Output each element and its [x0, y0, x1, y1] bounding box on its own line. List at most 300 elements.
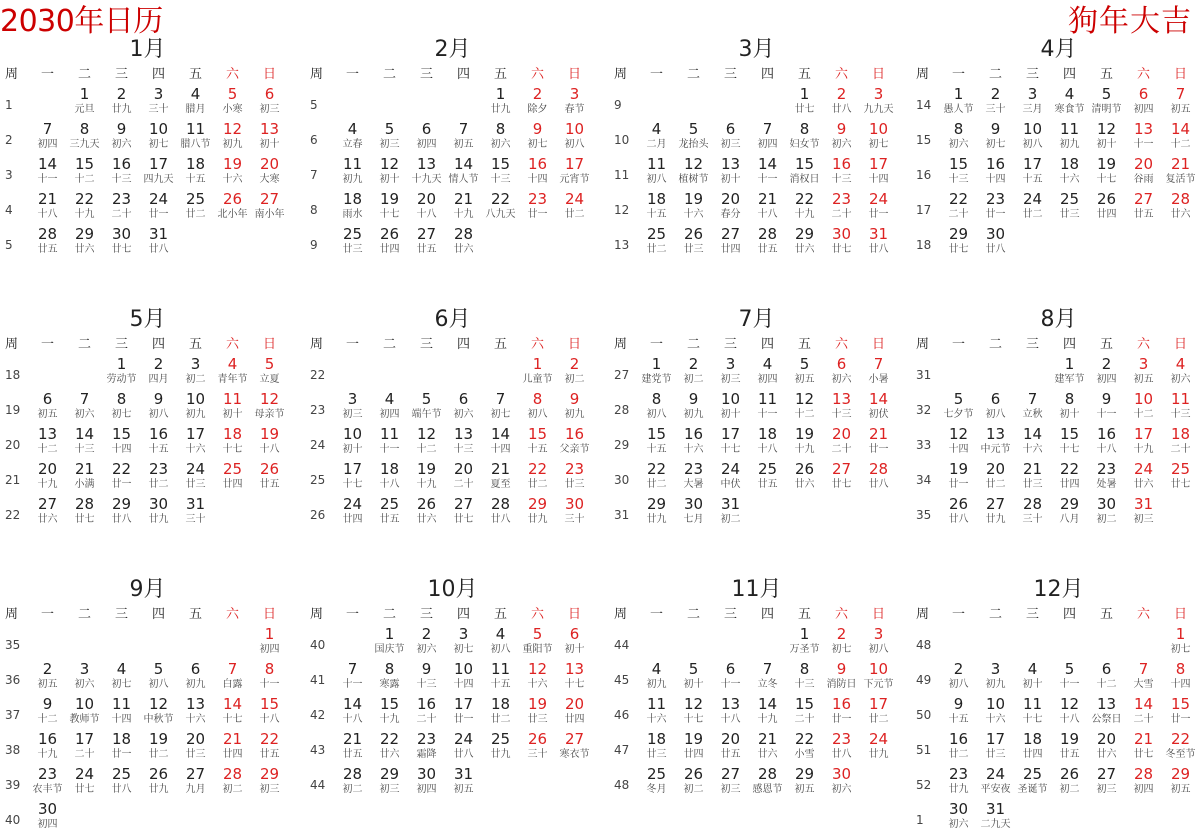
lunar-label: 三月 [1022, 104, 1043, 115]
day-cell [140, 391, 177, 426]
day-number: 16 [831, 695, 852, 713]
day-number: 21 [1022, 460, 1043, 478]
day-number: 2 [153, 355, 164, 373]
week-number-cell [310, 86, 334, 121]
lunar-label: 十六 [646, 714, 667, 725]
week-number: 50 [916, 708, 932, 722]
month-title: 3月 [738, 37, 775, 62]
week-number-cell [916, 391, 940, 426]
lunar-label: 十九天 [411, 174, 442, 185]
week-number: 40 [5, 813, 21, 827]
lunar-label: 小满 [74, 479, 95, 490]
day-cell [1088, 86, 1125, 121]
lunar-label: 十四 [111, 714, 132, 725]
day-cell [334, 661, 371, 696]
day-cell [860, 391, 897, 426]
day-cell [408, 496, 445, 531]
weekday-header: 五 [1099, 607, 1113, 622]
lunar-label: 廿二 [646, 244, 667, 255]
week-number-cell [916, 191, 940, 226]
lunar-label: 十六 [1059, 174, 1080, 185]
weekday-header: 四 [456, 337, 470, 352]
day-number: 23 [416, 730, 437, 748]
day-number: 21 [490, 460, 511, 478]
day-cell [940, 696, 977, 731]
day-number: 2 [953, 660, 964, 678]
lunar-label: 廿三 [185, 749, 206, 760]
week-number-cell [916, 356, 940, 391]
day-number: 19 [416, 460, 437, 478]
day-number: 30 [985, 225, 1006, 243]
day-cell [103, 766, 140, 801]
day-cell [519, 496, 556, 531]
day-cell [1162, 156, 1199, 191]
lunar-label: 初八 [527, 409, 548, 420]
lunar-label: 十七 [1059, 444, 1080, 455]
weekday-header: 二 [382, 337, 396, 352]
day-cell [638, 191, 675, 226]
day-cell [371, 696, 408, 731]
lunar-label: 十三 [490, 174, 511, 185]
lunar-label: 雨水 [342, 209, 363, 220]
day-number: 14 [1170, 120, 1191, 138]
day-number: 7 [458, 120, 469, 138]
lunar-label: 廿二 [148, 479, 169, 490]
lunar-label: 十九 [74, 209, 95, 220]
lunar-label: 植树节 [678, 174, 709, 185]
day-cell [29, 226, 66, 261]
day-number: 22 [1059, 460, 1080, 478]
lunar-label: 廿四 [683, 749, 704, 760]
day-number: 21 [74, 460, 95, 478]
week-row [5, 156, 288, 191]
month-table [614, 63, 897, 261]
lunar-label: 春分 [720, 209, 741, 220]
day-number: 30 [37, 800, 58, 818]
week-number-cell [916, 426, 940, 461]
day-number: 4 [227, 355, 238, 373]
day-cell [823, 661, 860, 696]
weekday-header: 二 [382, 67, 396, 82]
week-number-cell [916, 766, 940, 801]
day-number: 5 [227, 85, 238, 103]
day-cell [786, 191, 823, 226]
lunar-label: 三十 [985, 104, 1006, 115]
day-number: 17 [720, 425, 741, 443]
day-number: 22 [948, 190, 969, 208]
lunar-label: 廿九 [148, 784, 169, 795]
empty-day-cell [638, 626, 675, 661]
weekday-header: 三 [114, 607, 128, 622]
week-row [916, 156, 1199, 191]
day-number: 25 [1022, 765, 1043, 783]
day-number: 10 [453, 660, 474, 678]
day-cell [371, 426, 408, 461]
day-number: 12 [527, 660, 548, 678]
lunar-label: 十七 [720, 444, 741, 455]
day-cell [786, 626, 823, 661]
month-table [310, 603, 593, 801]
day-number: 20 [1133, 155, 1154, 173]
lunar-label: 元宵节 [559, 174, 590, 185]
lunar-label: 建党节 [641, 374, 672, 385]
day-cell [1051, 426, 1088, 461]
day-cell [408, 766, 445, 801]
day-cell [786, 731, 823, 766]
day-cell [29, 121, 66, 156]
day-cell [1051, 696, 1088, 731]
weekday-header: 四 [151, 607, 165, 622]
lunar-label: 感恩节 [752, 784, 783, 795]
day-number: 31 [185, 495, 206, 513]
day-number: 9 [153, 390, 164, 408]
day-number: 24 [720, 460, 741, 478]
weekday-header: 六 [225, 607, 239, 622]
week-number: 18 [5, 368, 21, 382]
day-cell [823, 626, 860, 661]
week-number: 36 [5, 673, 21, 687]
week-number-cell [5, 461, 29, 496]
week-number-cell [614, 661, 638, 696]
day-cell [482, 696, 519, 731]
weekday-header: 六 [530, 337, 544, 352]
day-cell [675, 226, 712, 261]
week-number-cell [614, 696, 638, 731]
week-row [5, 626, 288, 661]
lunar-label: 十七 [683, 714, 704, 725]
empty-day-cell [214, 626, 251, 661]
week-number-cell [310, 156, 334, 191]
week-number: 33 [916, 438, 932, 452]
week-row [310, 391, 593, 426]
weekday-header: 六 [225, 337, 239, 352]
week-row [5, 426, 288, 461]
lunar-label: 廿六 [794, 244, 815, 255]
weekday-header: 四 [760, 67, 774, 82]
empty-day-cell [519, 226, 556, 261]
week-row [310, 496, 593, 531]
lunar-label: 初四 [1096, 374, 1117, 385]
week-row [916, 86, 1199, 121]
week-row [916, 731, 1199, 766]
empty-day-cell [214, 226, 251, 261]
weekday-header: 二 [382, 607, 396, 622]
weekday-header-row [310, 333, 593, 356]
day-cell [1051, 356, 1088, 391]
day-cell [940, 226, 977, 261]
day-number: 10 [342, 425, 363, 443]
day-number: 22 [1170, 730, 1191, 748]
week-number-cell [5, 696, 29, 731]
day-number: 31 [985, 800, 1006, 818]
day-cell [860, 626, 897, 661]
day-number: 5 [153, 660, 164, 678]
day-cell [977, 391, 1014, 426]
day-cell [371, 461, 408, 496]
lunar-label: 廿三 [564, 479, 585, 490]
day-number: 2 [1101, 355, 1112, 373]
day-number: 25 [342, 225, 363, 243]
lunar-label: 处暑 [1096, 479, 1117, 490]
day-number: 6 [1101, 660, 1112, 678]
day-cell [214, 731, 251, 766]
lunar-label: 廿五 [342, 749, 363, 760]
lunar-label: 九月 [185, 784, 206, 795]
day-number: 23 [831, 190, 852, 208]
lunar-label: 初四 [757, 374, 778, 385]
day-cell [1088, 356, 1125, 391]
day-number: 6 [569, 625, 580, 643]
day-cell [1088, 461, 1125, 496]
day-number: 1 [264, 625, 275, 643]
weekday-header-row [916, 333, 1199, 356]
day-number: 24 [868, 190, 889, 208]
weekday-header: 二 [77, 67, 91, 82]
day-number: 22 [111, 460, 132, 478]
week-column-header: 周 [5, 67, 19, 82]
day-cell [29, 156, 66, 191]
lunar-label: 初八 [646, 409, 667, 420]
day-number: 4 [384, 390, 395, 408]
day-number: 19 [259, 425, 280, 443]
day-number: 4 [347, 120, 358, 138]
lunar-label: 廿二 [1022, 209, 1043, 220]
lunar-label: 廿三 [1059, 209, 1080, 220]
month-table [916, 603, 1199, 836]
lunar-label: 初五 [1133, 374, 1154, 385]
weekday-header: 六 [530, 607, 544, 622]
day-number: 20 [985, 460, 1006, 478]
day-cell [140, 226, 177, 261]
day-cell [29, 461, 66, 496]
weekday-header: 一 [345, 607, 359, 622]
day-cell [823, 391, 860, 426]
day-number: 15 [794, 155, 815, 173]
lunar-label: 初三 [259, 784, 280, 795]
week-number: 44 [310, 778, 326, 792]
day-cell [675, 356, 712, 391]
day-cell [29, 766, 66, 801]
week-number: 27 [614, 368, 630, 382]
lunar-label: 大寒 [259, 174, 280, 185]
weekday-header: 三 [1025, 607, 1039, 622]
lunar-label: 南小年 [254, 209, 285, 220]
day-cell [214, 661, 251, 696]
week-number: 42 [310, 708, 326, 722]
day-number: 20 [720, 730, 741, 748]
day-number: 7 [873, 355, 884, 373]
day-cell [977, 121, 1014, 156]
day-cell [749, 766, 786, 801]
day-cell [66, 766, 103, 801]
day-cell [177, 496, 214, 531]
lunar-label: 初四 [416, 784, 437, 795]
day-number: 25 [646, 765, 667, 783]
weekday-header: 日 [262, 607, 276, 622]
day-cell [823, 426, 860, 461]
lunar-label: 端午节 [411, 409, 442, 420]
lunar-label: 冬月 [646, 784, 667, 795]
day-number: 25 [1059, 190, 1080, 208]
week-number: 31 [614, 508, 630, 522]
lunar-label: 消防日 [826, 679, 857, 690]
day-number: 18 [1059, 155, 1080, 173]
day-cell [408, 696, 445, 731]
week-number-cell [310, 356, 334, 391]
empty-day-cell [940, 356, 977, 391]
day-number: 28 [490, 495, 511, 513]
week-number-cell [5, 661, 29, 696]
day-cell [556, 461, 593, 496]
lunar-label: 十九 [794, 444, 815, 455]
day-number: 28 [868, 460, 889, 478]
day-number: 31 [148, 225, 169, 243]
day-number: 29 [1059, 495, 1080, 513]
lunar-label: 十五 [646, 444, 667, 455]
day-cell [1014, 696, 1051, 731]
month-block [310, 32, 600, 272]
day-number: 13 [720, 155, 741, 173]
empty-day-cell [251, 496, 288, 531]
week-number: 23 [310, 403, 326, 417]
day-number: 2 [421, 625, 432, 643]
day-cell [177, 766, 214, 801]
day-cell [29, 696, 66, 731]
day-number: 30 [1096, 495, 1117, 513]
week-number: 10 [614, 133, 630, 147]
day-cell [1162, 626, 1199, 661]
lunar-label: 廿四 [1059, 479, 1080, 490]
day-cell [334, 156, 371, 191]
lunar-label: 十一 [1059, 679, 1080, 690]
day-cell [675, 461, 712, 496]
day-cell [556, 496, 593, 531]
day-number: 30 [831, 765, 852, 783]
week-number: 8 [310, 203, 318, 217]
day-cell [445, 731, 482, 766]
empty-day-cell [1014, 801, 1051, 836]
day-cell [251, 156, 288, 191]
day-cell [103, 191, 140, 226]
day-cell [712, 156, 749, 191]
day-number: 15 [794, 695, 815, 713]
day-number: 20 [831, 425, 852, 443]
lunar-label: 廿五 [259, 479, 280, 490]
day-cell [103, 226, 140, 261]
week-number-cell [614, 461, 638, 496]
day-cell [556, 121, 593, 156]
day-cell [177, 391, 214, 426]
day-cell [1088, 661, 1125, 696]
lunar-label: 初二 [683, 784, 704, 795]
lunar-label: 廿九 [985, 514, 1006, 525]
day-number: 13 [185, 695, 206, 713]
weekday-header-row [916, 63, 1199, 86]
week-row [310, 426, 593, 461]
day-cell [177, 696, 214, 731]
week-row [5, 661, 288, 696]
lunar-label: 北小年 [217, 209, 248, 220]
month-table [916, 63, 1199, 261]
day-cell [977, 226, 1014, 261]
day-cell [1088, 496, 1125, 531]
day-number: 28 [1022, 495, 1043, 513]
month-title: 2月 [434, 37, 471, 62]
day-cell [103, 426, 140, 461]
week-column-header: 周 [916, 337, 930, 352]
week-row [5, 731, 288, 766]
lunar-label: 十八 [259, 444, 280, 455]
day-number: 5 [384, 120, 395, 138]
day-number: 11 [111, 695, 132, 713]
weekday-header: 日 [1173, 607, 1187, 622]
day-cell [482, 626, 519, 661]
week-row [916, 461, 1199, 496]
day-number: 10 [74, 695, 95, 713]
lunar-label: 初九 [1059, 139, 1080, 150]
weekday-header: 一 [649, 67, 663, 82]
lunar-label: 廿一 [1170, 714, 1191, 725]
lunar-label: 初四 [1133, 104, 1154, 115]
lunar-label: 初四 [37, 819, 58, 830]
empty-day-cell [482, 356, 519, 391]
weekday-header: 五 [493, 67, 507, 82]
week-row [5, 226, 288, 261]
empty-day-cell [251, 226, 288, 261]
empty-day-cell [408, 356, 445, 391]
weekday-header: 日 [1173, 67, 1187, 82]
week-column-header: 周 [310, 607, 324, 622]
empty-day-cell [29, 626, 66, 661]
day-cell [675, 426, 712, 461]
day-cell [482, 156, 519, 191]
day-cell [140, 661, 177, 696]
lunar-label: 八九天 [485, 209, 516, 220]
day-number: 25 [646, 225, 667, 243]
day-number: 13 [37, 425, 58, 443]
day-cell [1014, 86, 1051, 121]
day-number: 22 [646, 460, 667, 478]
lunar-label: 春节 [564, 104, 585, 115]
lunar-label: 元旦 [74, 104, 95, 115]
week-number-cell [916, 626, 940, 661]
day-cell [519, 86, 556, 121]
lunar-label: 十八 [416, 209, 437, 220]
day-cell [940, 661, 977, 696]
lunar-label: 初六 [948, 819, 969, 830]
day-number: 28 [342, 765, 363, 783]
day-cell [977, 191, 1014, 226]
day-number: 31 [453, 765, 474, 783]
empty-day-cell [1088, 801, 1125, 836]
lunar-label: 廿六 [1170, 209, 1191, 220]
lunar-label: 十二 [37, 714, 58, 725]
day-number: 26 [259, 460, 280, 478]
day-number: 6 [1138, 85, 1149, 103]
day-cell [482, 86, 519, 121]
lunar-label: 十九 [1133, 444, 1154, 455]
lunar-label: 廿九 [527, 514, 548, 525]
lunar-label: 初六 [948, 139, 969, 150]
day-number: 8 [1175, 660, 1186, 678]
empty-day-cell [1014, 356, 1051, 391]
lunar-label: 廿七 [948, 244, 969, 255]
lunar-label: 十五 [1022, 174, 1043, 185]
day-cell [786, 226, 823, 261]
day-number: 3 [347, 390, 358, 408]
day-number: 8 [799, 660, 810, 678]
weekday-header: 三 [419, 67, 433, 82]
